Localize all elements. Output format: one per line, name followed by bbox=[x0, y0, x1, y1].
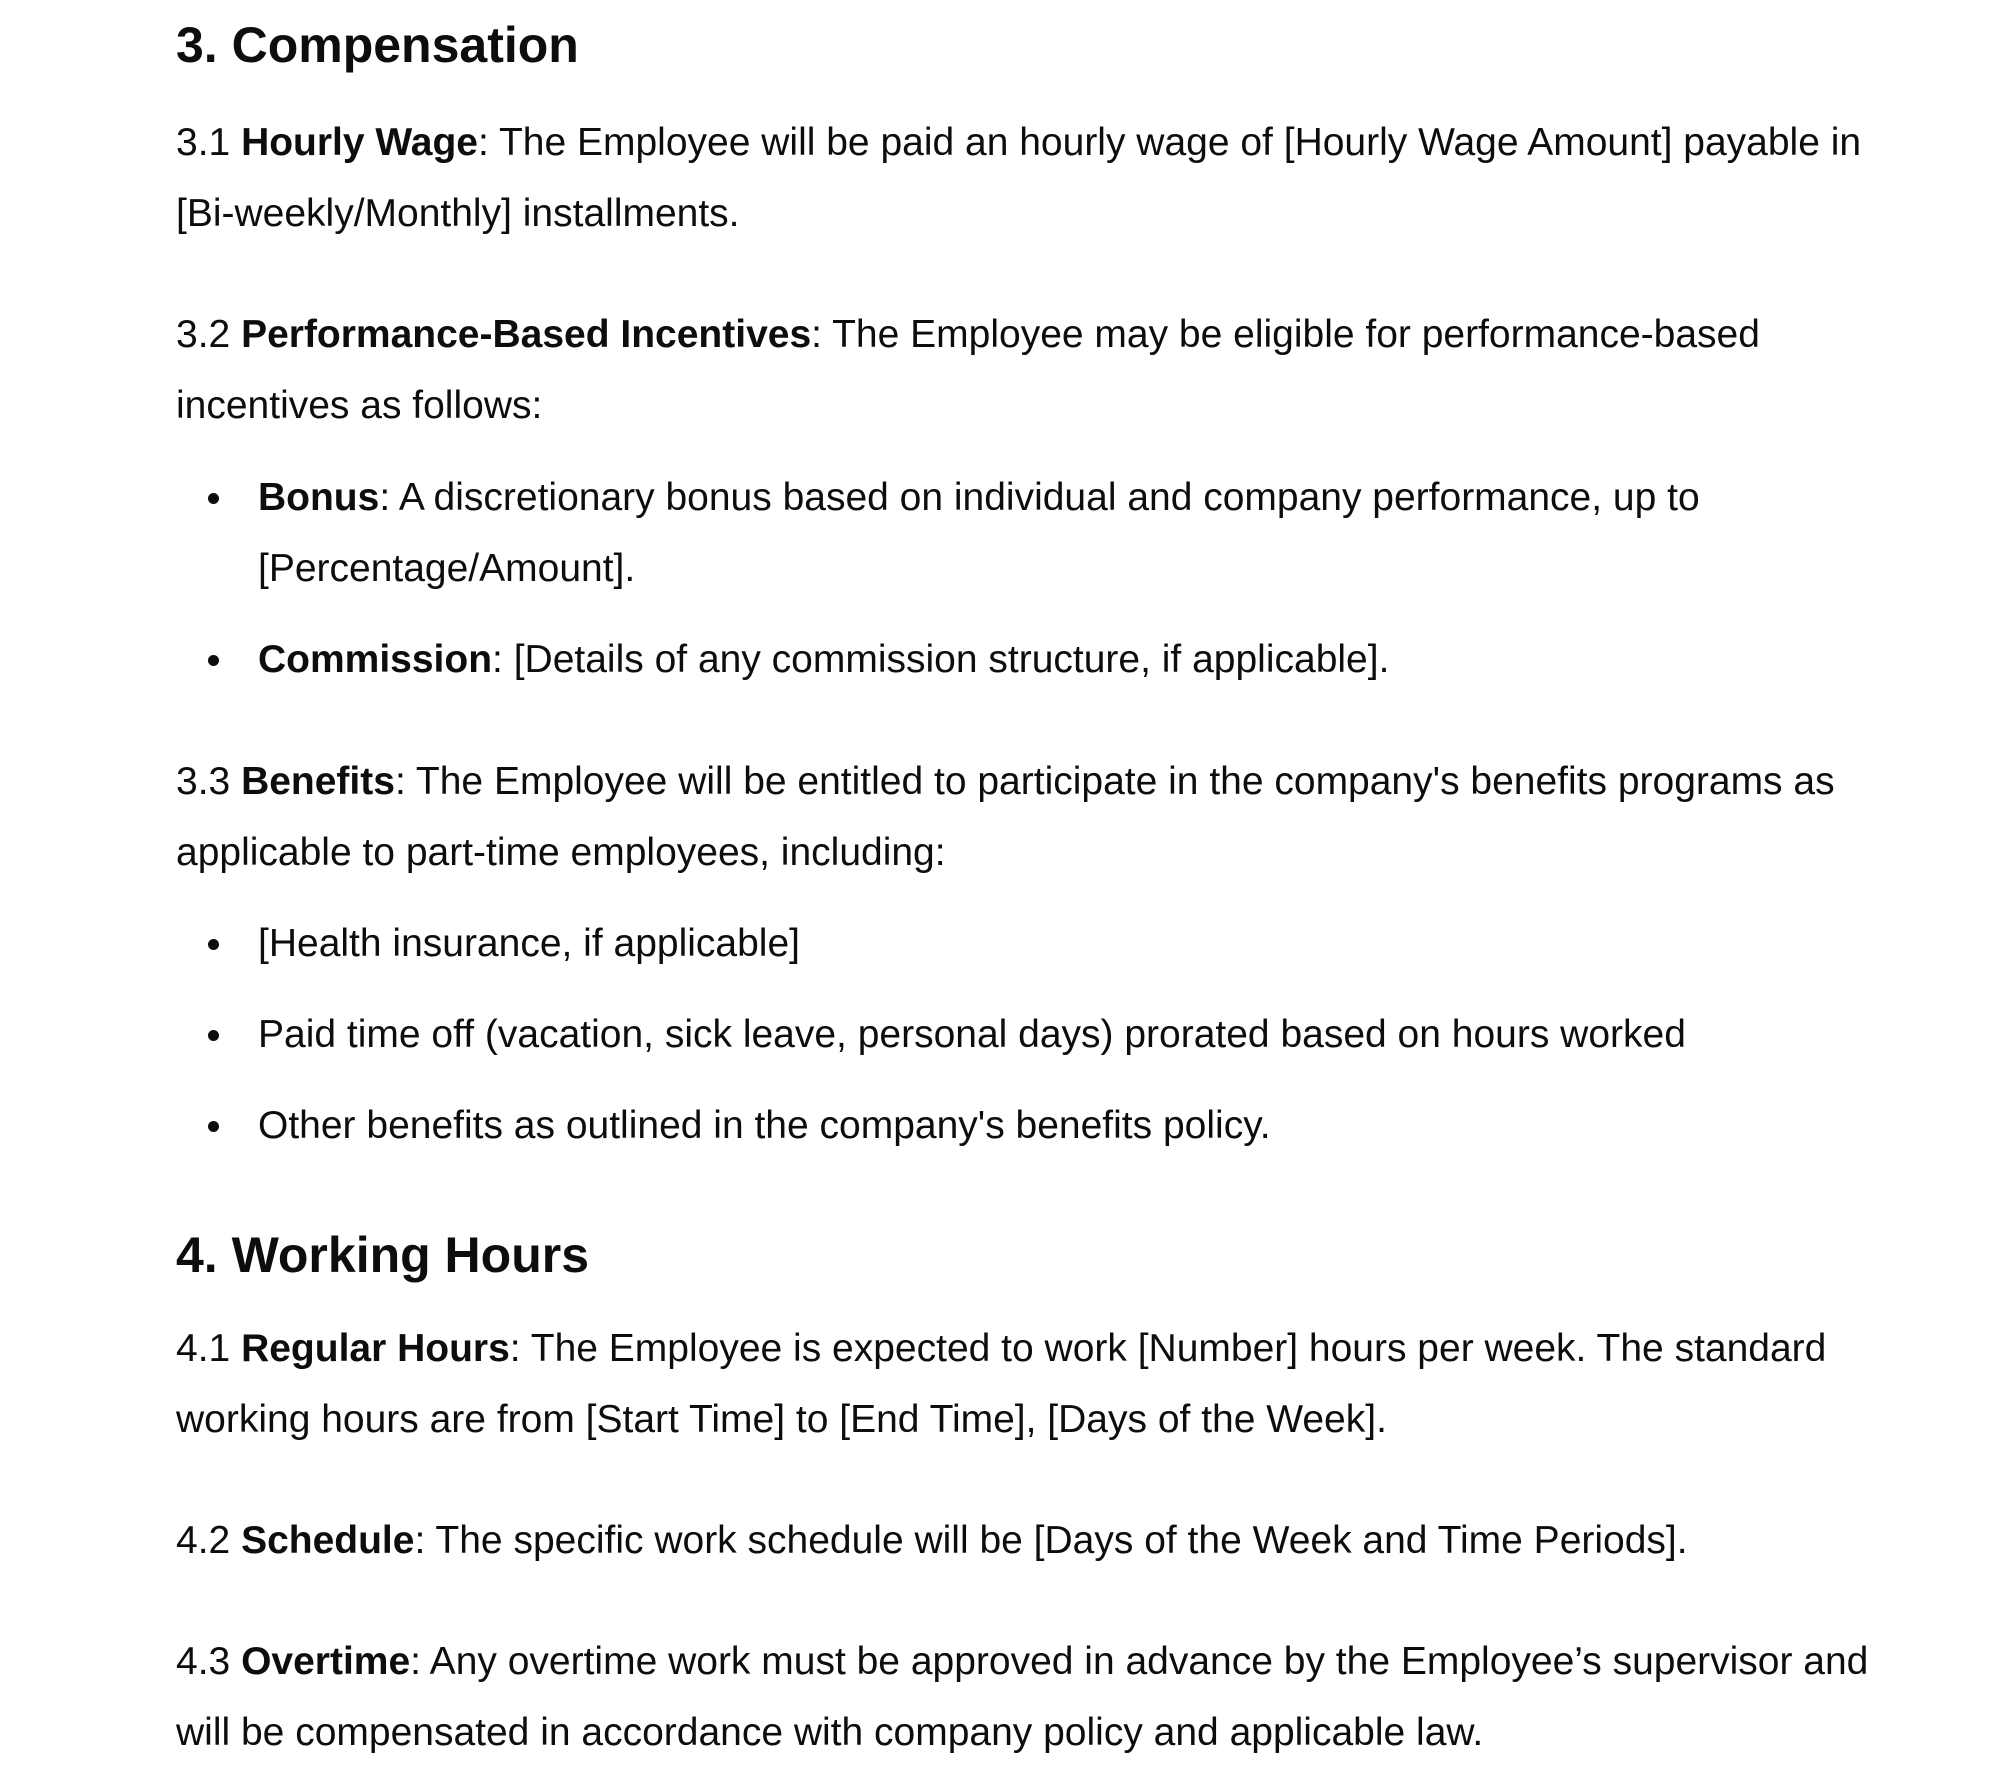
list-item bbox=[176, 908, 1976, 979]
clause-4-3-line-1 bbox=[176, 1626, 1976, 1697]
list-item-bonus bbox=[176, 462, 1976, 604]
clause-3-3-line-1 bbox=[176, 746, 1976, 817]
clause-4-1-line-1 bbox=[176, 1313, 1976, 1384]
bullet-icon bbox=[208, 655, 219, 666]
item-text: : [Details of any commission structure, if applicable]. bbox=[492, 638, 1390, 681]
clause-term: Schedule bbox=[241, 1519, 415, 1562]
clause-text: : The Employee may be eligible for performance-based bbox=[811, 313, 1760, 356]
clause-number: 3.2 bbox=[176, 313, 242, 356]
benefits-list-2 bbox=[176, 999, 1976, 1070]
clause-number: 4.1 bbox=[176, 1327, 242, 1370]
item-text: Other benefits as outlined in the company's benefits policy. bbox=[258, 1104, 1271, 1147]
clause-number: 3.1 bbox=[176, 121, 242, 164]
clause-4-1 bbox=[176, 1313, 1976, 1455]
incentives-list bbox=[176, 462, 1976, 604]
clause-3-1-line-1 bbox=[176, 107, 1976, 178]
list-item bbox=[176, 1090, 1976, 1161]
clause-3-2-line-1 bbox=[176, 299, 1976, 370]
clause-3-2-line-2: incentives as follows: bbox=[176, 384, 543, 427]
bullet-icon bbox=[208, 493, 219, 504]
clause-4-3-line-2: will be compensated in accordance with company policy and applicable law. bbox=[176, 1711, 1484, 1754]
clause-4-3 bbox=[176, 1626, 1976, 1768]
clause-3-2 bbox=[176, 299, 1976, 441]
bullet-icon bbox=[208, 939, 219, 950]
clause-number: 4.3 bbox=[176, 1640, 242, 1683]
incentives-list-cont bbox=[176, 624, 1976, 695]
clause-text: : The Employee will be entitled to participate in the company's benefits programs as bbox=[394, 760, 1835, 803]
bullet-icon bbox=[208, 1030, 219, 1041]
clause-3-3-line-2: applicable to part-time employees, including: bbox=[176, 831, 946, 874]
clause-term: Hourly Wage bbox=[241, 121, 478, 164]
clause-text: : Any overtime work must be approved in advance by the Employee’s supervisor and bbox=[410, 1640, 1869, 1683]
clause-term: Benefits bbox=[241, 760, 395, 803]
item-text: : A discretionary bonus based on individual and company performance, up to bbox=[379, 476, 1700, 519]
section-heading-compensation: 3. Compensation bbox=[176, 17, 579, 73]
list-item-commission bbox=[176, 624, 1976, 695]
item-text: Paid time off (vacation, sick leave, personal days) prorated based on hours worked bbox=[258, 1013, 1686, 1056]
clause-number: 3.3 bbox=[176, 760, 242, 803]
clause-4-1-line-2: working hours are from [Start Time] to [End Time], [Days of the Week]. bbox=[176, 1398, 1387, 1441]
benefits-list bbox=[176, 908, 1976, 979]
clause-term: Overtime bbox=[241, 1640, 411, 1683]
clause-3-3 bbox=[176, 746, 1976, 888]
clause-term: Regular Hours bbox=[241, 1327, 510, 1370]
bullet-icon bbox=[208, 1121, 219, 1132]
clause-3-1-line-2: [Bi-weekly/Monthly] installments. bbox=[176, 192, 740, 235]
clause-3-1 bbox=[176, 107, 1976, 249]
benefits-list-3 bbox=[176, 1090, 1976, 1161]
clause-number: 4.2 bbox=[176, 1519, 242, 1562]
clause-term: Performance-Based Incentives bbox=[241, 313, 812, 356]
item-term: Commission bbox=[258, 638, 493, 681]
item-text: [Health insurance, if applicable] bbox=[258, 922, 800, 965]
section-heading-working-hours: 4. Working Hours bbox=[176, 1227, 590, 1283]
clause-text: : The specific work schedule will be [Days of the Week and Time Periods]. bbox=[414, 1519, 1688, 1562]
clause-4-2-line-1 bbox=[176, 1505, 1976, 1576]
item-term: Bonus bbox=[258, 476, 380, 519]
list-item bbox=[176, 999, 1976, 1070]
clause-text: : The Employee is expected to work [Number] hours per week. The standard bbox=[509, 1327, 1827, 1370]
clause-text: : The Employee will be paid an hourly wage of [Hourly Wage Amount] payable in bbox=[477, 121, 1862, 164]
item-text-cont: [Percentage/Amount]. bbox=[258, 547, 636, 590]
clause-4-2 bbox=[176, 1505, 1976, 1576]
